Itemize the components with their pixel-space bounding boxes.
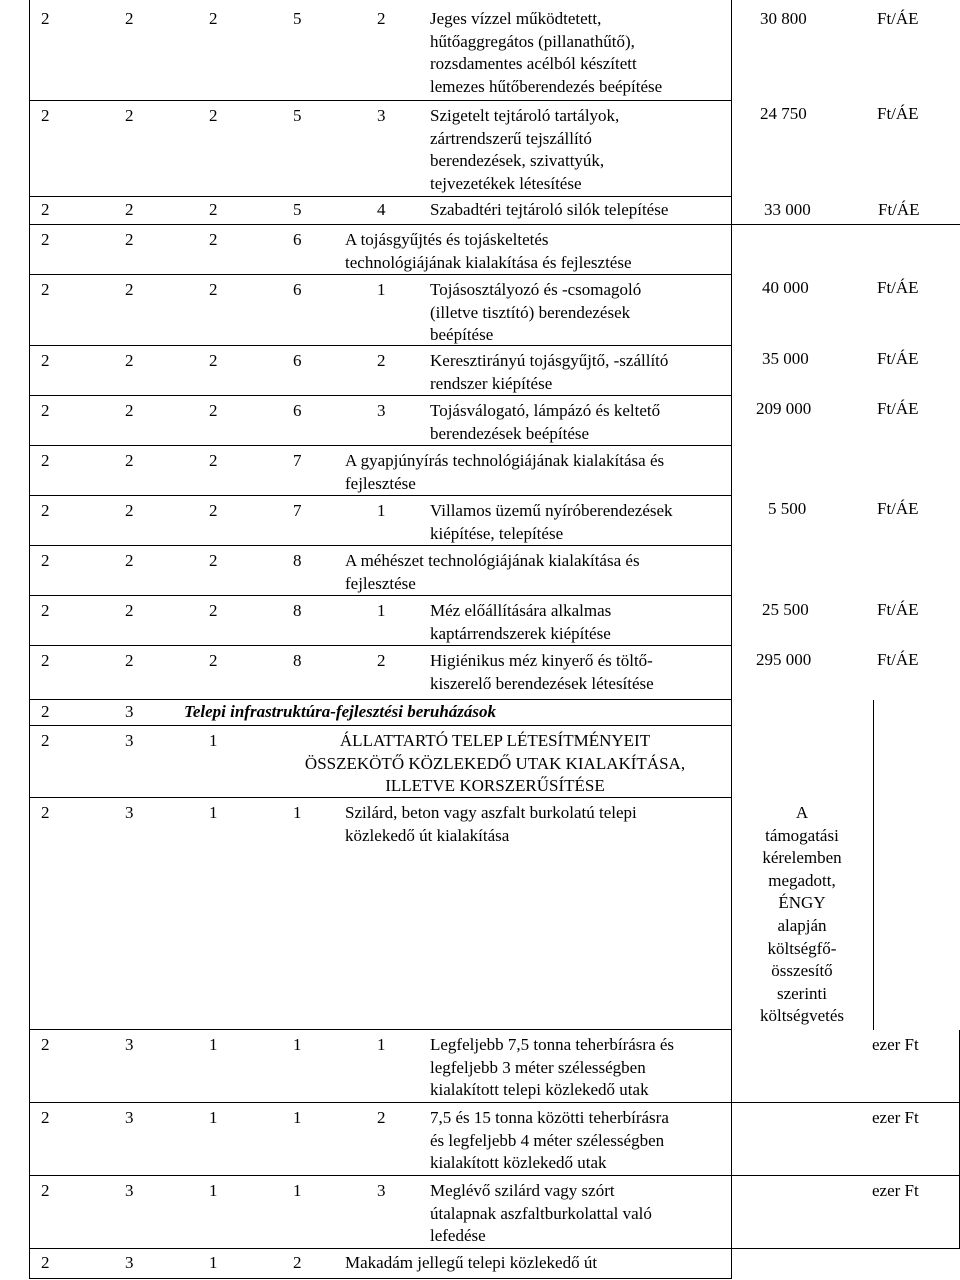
row-value: ezer Ft: [872, 1108, 919, 1127]
row-unit: Ft/ÁE: [877, 600, 919, 619]
code-digit: 2: [125, 351, 134, 370]
code-digit: 7: [293, 451, 302, 470]
row-description: Makadám jellegű telepi közlekedő út: [345, 1253, 598, 1272]
code-digit: 6: [293, 401, 302, 420]
row-value: 25 500: [762, 600, 809, 619]
code-digit: 8: [293, 551, 302, 570]
code-digit: 2: [125, 230, 134, 249]
row-value: ezer Ft: [872, 1035, 919, 1054]
code-digit: 2: [125, 106, 134, 125]
row-description: Higiénikus méz kinyerő és töltő- kiszerelő berendezések létesítése: [430, 651, 654, 693]
code-digit: 5: [293, 200, 302, 219]
code-digit: 1: [377, 1035, 386, 1054]
code-digit: 1: [293, 1181, 302, 1200]
code-digit: 2: [41, 1253, 50, 1272]
row-value: 5 500: [768, 499, 807, 518]
row-description: Tojásosztályozó és -csomagoló (illetve tisztító) berendezések beépítése: [430, 280, 642, 344]
code-digit: 2: [41, 9, 50, 28]
code-digit: 2: [41, 501, 50, 520]
row-unit: Ft/ÁE: [877, 399, 919, 418]
table-row: [29, 1249, 731, 1279]
code-digit: 2: [125, 9, 134, 28]
table-row: [29, 446, 731, 496]
column-divider: [731, 0, 732, 1279]
code-digit: 3: [125, 702, 134, 721]
code-digit: 3: [125, 1253, 134, 1272]
code-digit: 1: [377, 501, 386, 520]
code-digit: 2: [125, 401, 134, 420]
code-digit: 3: [125, 803, 134, 822]
code-digit: 2: [41, 1035, 50, 1054]
table-row: [29, 396, 731, 446]
code-digit: 2: [209, 601, 218, 620]
table-row: [29, 700, 731, 726]
row-description: Keresztirányú tojásgyűjtő, -szállító rendszer kiépítése: [430, 351, 669, 393]
row-unit: Ft/ÁE: [877, 499, 919, 518]
row-unit: Ft/ÁE: [877, 650, 919, 669]
row-description: A méhészet technológiájának kialakítása és fejlesztése: [345, 551, 640, 593]
row-value: 30 800: [760, 9, 807, 28]
code-digit: 6: [293, 280, 302, 299]
code-digit: 2: [209, 230, 218, 249]
code-digit: 2: [125, 280, 134, 299]
table-row: [29, 798, 731, 1030]
table-row: [29, 0, 731, 101]
code-digit: 2: [41, 651, 50, 670]
row-description: Tojásválogató, lámpázó és keltető berendezések beépítése: [430, 401, 661, 443]
code-digit: 2: [377, 651, 386, 670]
row-description: 7,5 és 15 tonna közötti teherbírásra és legfeljebb 4 méter szélességben kialakított közlekedő utak: [430, 1108, 669, 1172]
code-digit: 2: [41, 351, 50, 370]
row-value: 24 750: [760, 104, 807, 123]
code-digit: 2: [41, 1181, 50, 1200]
code-digit: 2: [41, 1108, 50, 1127]
code-digit: 2: [41, 731, 50, 750]
row-value: 209 000: [756, 399, 812, 418]
row-value: 33 000: [764, 200, 811, 219]
code-digit: 7: [293, 501, 302, 520]
row-value: 35 000: [762, 349, 809, 368]
code-digit: 2: [41, 106, 50, 125]
code-digit: 3: [125, 1035, 134, 1054]
row-description: Villamos üzemű nyíróberendezések kiépítése, telepítése: [430, 501, 673, 543]
row-unit: Ft/ÁE: [877, 9, 919, 28]
table-row: [29, 726, 731, 798]
code-digit: 1: [209, 803, 218, 822]
code-digit: 2: [209, 280, 218, 299]
code-digit: 1: [377, 280, 386, 299]
code-digit: 3: [377, 106, 386, 125]
row-description: Szigetelt tejtároló tartályok, zártrendszerű tejszállító berendezések, szivattyúk, tejvezetékek létesítése: [430, 106, 620, 193]
code-digit: 2: [41, 601, 50, 620]
code-digit: 2: [125, 451, 134, 470]
column-divider: [873, 700, 874, 1030]
row-description: Méz előállítására alkalmas kaptárrendszerek kiépítése: [430, 601, 612, 643]
code-digit: 5: [293, 9, 302, 28]
row-unit: Ft/ÁE: [878, 200, 920, 219]
code-digit: 3: [377, 401, 386, 420]
code-digit: 2: [41, 401, 50, 420]
row-description: A gyapjúnyírás technológiájának kialakítása és fejlesztése: [345, 451, 665, 493]
code-digit: 2: [41, 702, 50, 721]
code-digit: 8: [293, 601, 302, 620]
code-digit: 2: [41, 280, 50, 299]
code-digit: 2: [209, 501, 218, 520]
code-digit: 1: [209, 1108, 218, 1127]
row-description: Meglévő szilárd vagy szórt útalapnak aszfaltburkolattal való lefedése: [430, 1181, 652, 1245]
table-row: [29, 1103, 960, 1176]
code-digit: 2: [377, 9, 386, 28]
row-value: 295 000: [756, 650, 812, 669]
row-value: ezer Ft: [872, 1181, 919, 1200]
code-digit: 3: [125, 731, 134, 750]
code-digit: 2: [209, 451, 218, 470]
row-description: Szilárd, beton vagy aszfalt burkolatú telepi közlekedő út kialakítása: [345, 803, 637, 845]
row-value: 40 000: [762, 278, 809, 297]
code-digit: 2: [209, 9, 218, 28]
code-digit: 8: [293, 651, 302, 670]
code-digit: 3: [125, 1108, 134, 1127]
code-digit: 2: [293, 1253, 302, 1272]
code-digit: 2: [209, 200, 218, 219]
table-row: [29, 346, 731, 396]
code-digit: 2: [377, 1108, 386, 1127]
code-digit: 1: [209, 1181, 218, 1200]
row-description: Szabadtéri tejtároló silók telepítése: [430, 200, 669, 219]
table-row: [29, 646, 731, 700]
code-digit: 2: [209, 106, 218, 125]
code-digit: 6: [293, 230, 302, 249]
code-digit: 4: [377, 200, 386, 219]
table-row: [29, 546, 731, 596]
table-row: [29, 197, 960, 225]
code-digit: 2: [125, 601, 134, 620]
code-digit: 1: [209, 1035, 218, 1054]
section-heading: Telepi infrastruktúra-fejlesztési beruházások: [184, 702, 497, 721]
code-digit: 3: [377, 1181, 386, 1200]
table-row: [29, 1030, 960, 1103]
subsection-heading: ÁLLATTARTÓ TELEP LÉTESÍTMÉNYEIT ÖSSZEKÖTŐ KÖZLEKEDŐ UTAK KIALAKÍTÁSA, ILLETVE KORSZERŰSÍTÉSE: [304, 731, 686, 795]
code-digit: 1: [377, 601, 386, 620]
code-digit: 5: [293, 106, 302, 125]
code-digit: 2: [41, 803, 50, 822]
row-description: A tojásgyűjtés és tojáskeltetés technológiájának kialakítása és fejlesztése: [345, 230, 632, 272]
code-digit: 1: [293, 803, 302, 822]
code-digit: 2: [209, 401, 218, 420]
code-digit: 2: [209, 551, 218, 570]
cost-basis-note: A támogatási kérelemben megadott, ÉNGY alapján költségfő- összesítő szerinti költségvetés: [759, 803, 845, 1026]
code-digit: 2: [125, 551, 134, 570]
code-digit: 2: [125, 501, 134, 520]
code-digit: 2: [41, 551, 50, 570]
row-description: Legfeljebb 7,5 tonna teherbírásra és legfeljebb 3 méter szélességben kialakított telepi közlekedő utak: [430, 1035, 675, 1099]
code-digit: 1: [293, 1035, 302, 1054]
code-digit: 3: [125, 1181, 134, 1200]
row-unit: Ft/ÁE: [877, 104, 919, 123]
code-digit: 1: [293, 1108, 302, 1127]
row-unit: Ft/ÁE: [877, 278, 919, 297]
code-digit: 1: [209, 1253, 218, 1272]
code-digit: 2: [209, 351, 218, 370]
code-digit: 1: [209, 731, 218, 750]
code-digit: 2: [125, 200, 134, 219]
code-digit: 2: [41, 230, 50, 249]
code-digit: 2: [377, 351, 386, 370]
row-unit: Ft/ÁE: [877, 349, 919, 368]
table-row: [29, 101, 731, 197]
table-row: [29, 596, 731, 646]
table-row: [29, 225, 731, 275]
code-digit: 2: [125, 651, 134, 670]
table-row: [29, 275, 731, 346]
table-row: [29, 1176, 960, 1249]
code-digit: 2: [209, 651, 218, 670]
code-digit: 2: [41, 200, 50, 219]
table-row: [29, 496, 731, 546]
row-description: Jeges vízzel működtetett, hűtőaggregátos (pillanathűtő), rozsdamentes acélból készített lemezes hűtőberendezés beépítése: [430, 9, 663, 96]
code-digit: 2: [41, 451, 50, 470]
code-digit: 6: [293, 351, 302, 370]
